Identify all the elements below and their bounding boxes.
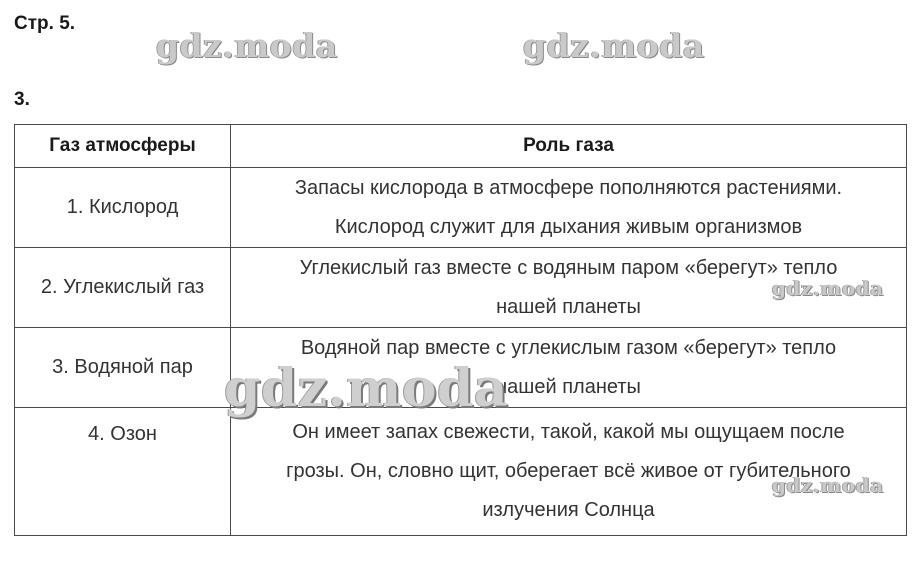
gas-role-table <box>14 124 907 536</box>
role-line: нашей планеты <box>496 375 641 398</box>
header-role: Роль газа <box>231 125 907 168</box>
role-line: грозы. Он, словно щит, оберегает всё живое от губительного <box>286 460 851 482</box>
role-cell <box>231 328 907 408</box>
role-line: Кислород служит для дыхания живым организмов <box>334 215 803 238</box>
watermark-logo: gdz.moda <box>772 276 884 300</box>
role-line: нашей планеты <box>496 295 641 318</box>
gas-cell: 1. Кислород <box>15 168 231 248</box>
watermark-logo: gdz.moda <box>772 473 884 497</box>
watermark-logo: gdz.moda <box>224 358 509 419</box>
role-cell <box>231 248 907 328</box>
page-label: Стр. 5. <box>14 13 76 34</box>
watermark-logo: gdz.moda <box>523 26 705 65</box>
role-cell <box>231 168 907 248</box>
task-number: 3. <box>14 89 30 110</box>
role-line: Запасы кислорода в атмосфере пополняются растениями. <box>294 176 843 199</box>
table-header-row <box>15 125 907 168</box>
role-line: Водяной пар вместе с углекислым газом «берегут» тепло <box>300 336 837 359</box>
table-row <box>15 408 907 536</box>
gas-cell: 4. Озон <box>15 408 231 536</box>
table-row <box>15 328 907 408</box>
role-cell <box>231 408 907 536</box>
role-line: Углекислый газ вместе с водяным паром «берегут» тепло <box>299 256 838 279</box>
header-gas: Газ атмосферы <box>15 125 231 168</box>
role-line: Он имеет запах свежести, такой, какой мы ощущаем после <box>292 421 845 443</box>
table-row <box>15 168 907 248</box>
gas-cell: 3. Водяной пар <box>15 328 231 408</box>
role-line: излучения Солнца <box>482 499 655 521</box>
table-row <box>15 248 907 328</box>
watermark-logo: gdz.moda <box>156 26 338 65</box>
gas-cell: 2. Углекислый газ <box>15 248 231 328</box>
